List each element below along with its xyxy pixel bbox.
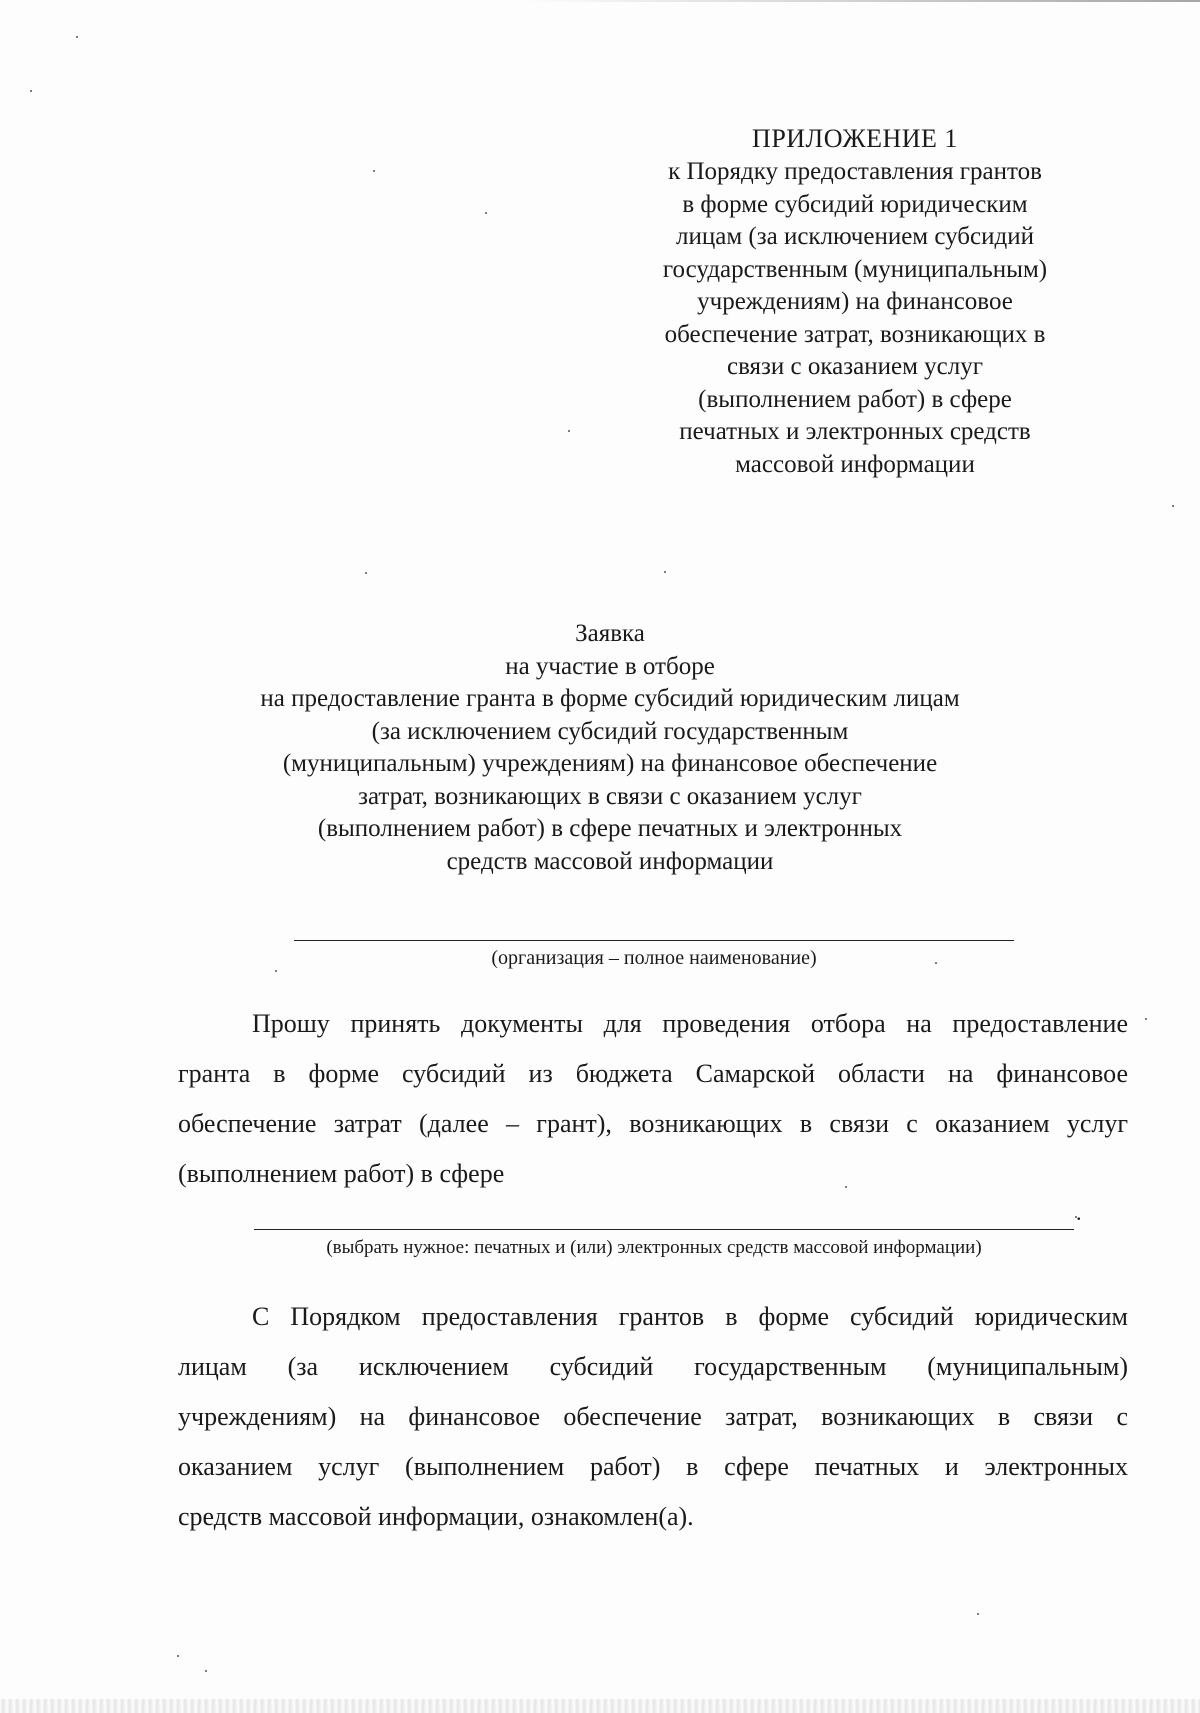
paragraph-line: С Порядком предоставления грантов в форме субсидий юридическим (252, 1302, 1128, 1331)
appendix-line: к Порядку предоставления грантов (668, 158, 1042, 185)
media-field-trailing-period: . (1076, 1200, 1082, 1225)
appendix-line: связи с оказанием услуг (726, 353, 983, 380)
scan-speck (275, 970, 277, 972)
application-title-line: на участие в отборе (505, 652, 715, 680)
application-title-line: затрат, возникающих в связи с оказанием услуг (358, 782, 862, 810)
scan-speck (205, 1670, 207, 1672)
scan-speck (1145, 1018, 1147, 1020)
scan-speck (1172, 505, 1174, 507)
scan-speck (30, 90, 32, 92)
scan-speck (177, 1655, 179, 1657)
paragraph-line: гранта в форме субсидий из бюджета Самарской области на финансовое (178, 1059, 1128, 1088)
application-title-line: на предоставление гранта в форме субсидий юридическим лицам (260, 685, 960, 712)
appendix-header (630, 122, 1080, 481)
scan-speck (76, 36, 78, 38)
appendix-line: печатных и электронных средств (679, 418, 1031, 445)
paragraph-line: лицам (за исключением субсидий государственным (муниципальным) (178, 1352, 1128, 1381)
scan-speck (365, 572, 367, 574)
paragraph-line: обеспечение затрат (далее – грант), возникающих в связи с оказанием услуг (178, 1109, 1128, 1138)
appendix-line: обеспечение затрат, возникающих в (664, 320, 1046, 348)
scan-edge-bottom (0, 1699, 1200, 1713)
scan-speck (977, 1613, 979, 1615)
scan-speck (664, 571, 666, 573)
paragraph-line: Прошу принять документы для проведения отбора на предоставление (252, 1009, 1128, 1038)
application-title-line: (выполнением работ) в сфере печатных и электронных (317, 815, 903, 842)
appendix-line: (выполнением работ) в сфере (698, 385, 1012, 413)
appendix-line: в форме субсидий юридическим (682, 190, 1028, 218)
application-title (180, 618, 1040, 878)
appendix-reference (630, 156, 1080, 481)
application-title-line: средств массовой информации (446, 847, 774, 875)
appendix-line: лицам (за исключением субсидий (676, 223, 1034, 250)
paragraph-line: оказанием услуг (выполнением работ) в сфере печатных и электронных (178, 1452, 1128, 1481)
scan-speck (568, 430, 570, 432)
paragraph-line: учреждениям) на финансовое обеспечение затрат, возникающих в связи с (178, 1402, 1128, 1431)
appendix-line: государственным (муниципальным) (662, 255, 1048, 283)
scan-edge-top (520, 0, 1200, 2)
appendix-line: массовой информации (735, 450, 975, 478)
scan-speck (373, 170, 375, 172)
media-field-caption: (выбрать нужное: печатных и (или) электронных средств массовой информации) (326, 1237, 982, 1258)
acknowledgement-paragraph (178, 1292, 1128, 1542)
media-type-field[interactable] (254, 1229, 1074, 1230)
paragraph-line: (выполнением работ) в сфере (178, 1159, 505, 1188)
appendix-title: ПРИЛОЖЕНИЕ 1 (752, 124, 958, 153)
application-title-line: Заявка (575, 620, 645, 647)
application-title-line: (муниципальным) учреждениям) на финансовое обеспечение (282, 750, 938, 777)
organization-field-caption: (организация – полное наименование) (491, 947, 817, 969)
organization-name-field[interactable] (294, 940, 1014, 941)
request-paragraph (178, 999, 1128, 1199)
application-title-line: (за исключением субсидий государственным (371, 717, 849, 745)
paragraph-line: средств массовой информации, ознакомлен(а). (178, 1502, 694, 1531)
scan-speck (485, 212, 487, 214)
appendix-line: учреждениям) на финансовое (697, 288, 1013, 315)
